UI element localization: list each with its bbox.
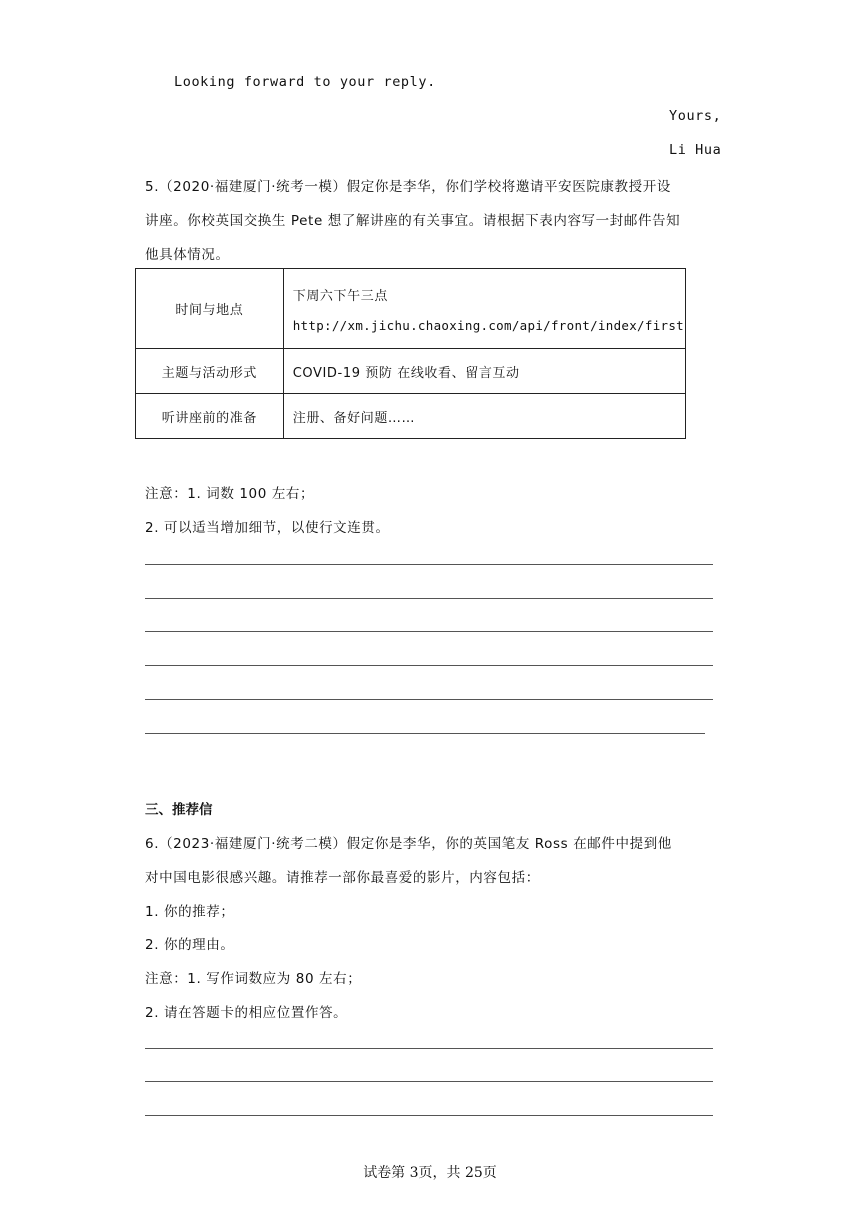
- q6-item-2: 2. 你的理由。: [145, 937, 235, 953]
- place-url-value: http://xm.jichu.chaoxing.com/api/front/index/first: [292, 317, 684, 333]
- q6-prompt-line-2: 对中国电影很感兴趣。请推荐一部你最喜爱的影片，内容包括：: [145, 870, 540, 886]
- table-row-value-topic-format: COVID-19 预防 在线收看、留言互动: [283, 349, 685, 394]
- answer-line: [145, 733, 705, 734]
- time-value: 下周六下午三点: [292, 288, 388, 304]
- answer-line: [145, 1081, 713, 1082]
- answer-line: [145, 598, 713, 599]
- q5-note-1: 注意：1. 词数 100 左右；: [145, 486, 315, 502]
- table-row-value-time-place: [283, 269, 685, 349]
- q5-info-table: [135, 268, 686, 439]
- table-row: [136, 349, 686, 394]
- page-number-footer: 试卷第 3页，共 25页: [363, 1165, 497, 1181]
- q5-prompt-line-1: 5.（2020·福建厦门·统考一模）假定你是李华，你们学校将邀请平安医院康教授开设: [145, 179, 671, 195]
- q5-prompt-line-3: 他具体情况。: [145, 247, 230, 263]
- table-row: [136, 269, 686, 349]
- q6-note-2: 2. 请在答题卡的相应位置作答。: [145, 1005, 348, 1021]
- letter-signature-name: Li Hua: [669, 142, 722, 158]
- letter-closing: Looking forward to your reply.: [174, 74, 436, 90]
- answer-line: [145, 1115, 713, 1116]
- q6-note-1: 注意：1. 写作词数应为 80 左右；: [145, 971, 362, 987]
- table-row-value-preparation: 注册、备好问题……: [283, 394, 685, 439]
- answer-line: [145, 1048, 713, 1049]
- table-row-label-time-place: 时间与地点: [136, 269, 284, 349]
- q6-prompt-line-1: 6.（2023·福建厦门·统考二模）假定你是李华，你的英国笔友 Ross 在邮件中提到他: [145, 836, 672, 852]
- q5-note-2: 2. 可以适当增加细节，以使行文连贯。: [145, 520, 390, 536]
- letter-sign-off: Yours,: [669, 108, 722, 124]
- section-heading: 三、推荐信: [145, 802, 213, 818]
- answer-line: [145, 665, 713, 666]
- table-row-label-topic-format: 主题与活动形式: [136, 349, 284, 394]
- table-row-label-preparation: 听讲座前的准备: [136, 394, 284, 439]
- q6-item-1: 1. 你的推荐；: [145, 904, 235, 920]
- q5-prompt-line-2: 讲座。你校英国交换生 Pete 想了解讲座的有关事宜。请根据下表内容写一封邮件告知: [145, 213, 681, 229]
- answer-line: [145, 631, 713, 632]
- answer-line: [145, 699, 713, 700]
- answer-line: [145, 564, 713, 565]
- table-row: [136, 394, 686, 439]
